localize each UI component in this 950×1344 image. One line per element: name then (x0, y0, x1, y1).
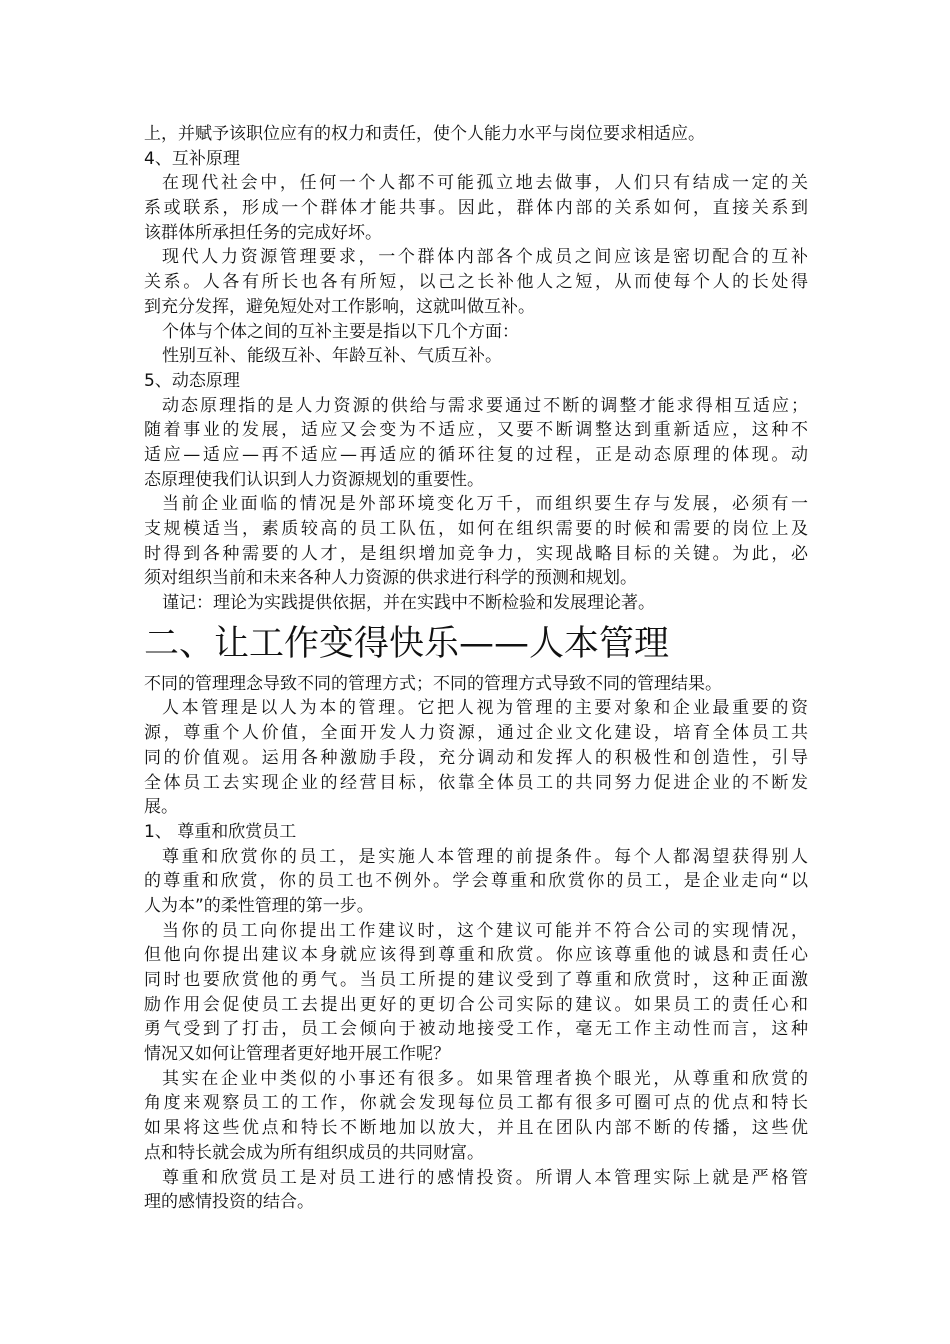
text-line: 谨记：理论为实践提供依据，并在实践中不断检验和发展理论著。 (162, 593, 655, 614)
text-line: 1、 尊重和欣赏员工 (144, 821, 297, 842)
text-line: 个体与个体之间的互补主要是指以下几个方面： (162, 321, 519, 342)
text-line: 同的价值观。运用各种激励手段，充分调动和发挥人的积极性和创造性，引导 (144, 747, 808, 768)
text-line: 支规模适当，素质较高的员工队伍，如何在组织需要的时候和需要的岗位上及 (144, 519, 808, 539)
text-line: 当你的员工向你提出工作建议时，这个建议可能并不符合公司的实现情况， (162, 920, 808, 941)
text-line: 展。 (144, 797, 178, 818)
text-line: 4、互补原理 (144, 148, 240, 169)
text-line: 点和特长就会成为所有组织成员的共同财富。 (144, 1142, 484, 1163)
text-line: 如果将这些优点和特长不断地加以放大，并且在团队内部不断的传播，这些优 (144, 1118, 808, 1139)
text-line: 上，并赋予该职位应有的权力和责任，使个人能力水平与岗位要求相适应。 (144, 124, 705, 144)
text-line: 系或联系，形成一个群体才能共事。因此，群体内部的关系如何，直接关系到 (144, 198, 808, 219)
text-line: 尊重和欣赏你的员工，是实施人本管理的前提条件。每个人都渴望获得别人 (162, 846, 808, 867)
text-line: 适应—适应—再不适应—再适应的循环往复的过程，正是动态原理的体现。动 (144, 444, 808, 465)
text-line: 人为本”的柔性管理的第一步。 (144, 895, 374, 916)
text-line: 该群体所承担任务的完成好坏。 (144, 222, 382, 243)
text-line: 5、动态原理 (144, 370, 240, 391)
text-line: 随着事业的发展，适应又会变为不适应，又要不断调整达到重新适应，这种不 (144, 420, 808, 441)
text-line: 源，尊重个人价值，全面开发人力资源，通过企业文化建设，培育全体员工共 (144, 723, 808, 744)
text-line: 的尊重和欣赏，你的员工也不例外。学会尊重和欣赏你的员工，是企业走向“以 (144, 871, 808, 892)
text-line: 在现代社会中，任何一个人都不可能孤立地去做事，人们只有结成一定的关 (162, 173, 808, 194)
text-line: 性别互补、能级互补、年龄互补、气质互补。 (162, 346, 502, 367)
text-line: 尊重和欣赏员工是对员工进行的感情投资。所谓人本管理实际上就是严格管 (162, 1167, 808, 1188)
text-line: 角度来观察员工的工作，你就会发现每位员工都有很多可圈可点的优点和特长 (144, 1093, 808, 1114)
text-line: 人本管理是以人为本的管理。它把人视为管理的主要对象和企业最重要的资 (162, 698, 808, 719)
text-line: 但他向你提出建议本身就应该得到尊重和欣赏。你应该尊重他的诚恳和责任心 (144, 945, 808, 966)
text-line: 其实在企业中类似的小事还有很多。如果管理者换个眼光，从尊重和欣赏的 (162, 1068, 808, 1089)
text-line: 理的感情投资的结合。 (144, 1192, 314, 1213)
text-line: 当前企业面临的情况是外部环境变化万千，而组织要生存与发展，必须有一 (162, 494, 808, 515)
text-line: 全体员工去实现企业的经营目标，依靠全体员工的共同努力促进企业的不断发 (144, 772, 808, 793)
text-line: 同时也要欣赏他的勇气。当员工所提的建议受到了尊重和欣赏时，这种正面激 (144, 970, 808, 990)
text-line: 现代人力资源管理要求，一个群体内部各个成员之间应该是密切配合的互补 (162, 247, 808, 268)
text-line: 时得到各种需要的人才，是组织增加竞争力，实现战略目标的关键。为此，必 (144, 543, 808, 564)
text-line: 关系。人各有所长也各有所短，以己之长补他人之短，从而使每个人的长处得 (144, 272, 808, 293)
text-line: 动态原理指的是人力资源的供给与需求要通过不断的调整才能求得相互适应； (162, 395, 808, 416)
text-line: 须对组织当前和未来各种人力资源的供求进行科学的预测和规划。 (144, 568, 637, 589)
text-line: 到充分发挥，避免短处对工作影响，这就叫做互补。 (144, 296, 535, 317)
text-line: 情况又如何让管理者更好地开展工作呢？ (144, 1044, 450, 1065)
text-line: 励作用会促使员工去提出更好的更切合公司实际的建议。如果员工的责任心和 (144, 994, 808, 1015)
text-line: 态原理使我们认识到人力资源规划的重要性。 (144, 469, 484, 490)
text-line: 不同的管理理念导致不同的管理方式；不同的管理方式导致不同的管理结果。 (144, 673, 722, 694)
document-page (144, 122, 808, 1215)
section-heading: 二、让工作变得快乐——人本管理 (144, 623, 670, 664)
text-line: 勇气受到了打击，员工会倾向于被动地接受工作，毫无工作主动性而言，这种 (144, 1019, 808, 1040)
